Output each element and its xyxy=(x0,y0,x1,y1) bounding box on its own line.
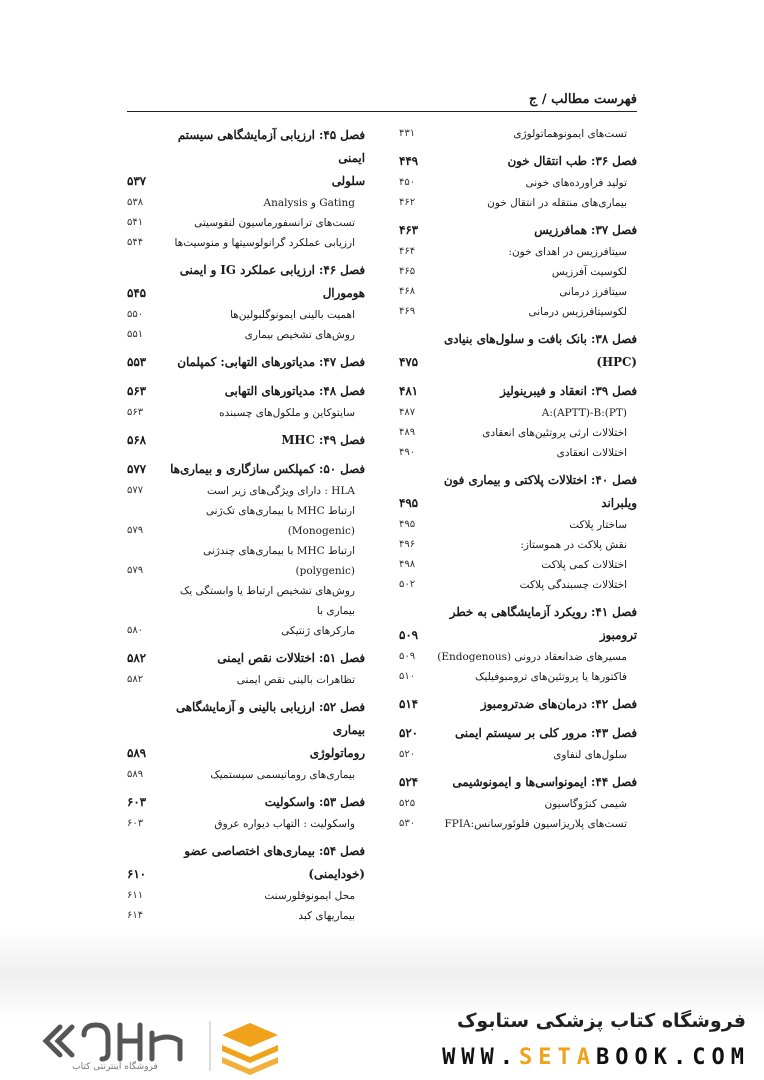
toc-entry-title: HLA : دارای ویژگی‌های زیر است xyxy=(206,485,355,497)
toc-page-number: ۵۷۷ xyxy=(127,462,147,476)
toc-page-number: ۴۶۴ xyxy=(399,246,416,257)
toc-chapter-row[interactable] xyxy=(399,722,637,745)
store-url[interactable] xyxy=(442,1045,750,1070)
toc-chapter-row[interactable] xyxy=(399,624,637,647)
toc-page-number: ۵۷۷ xyxy=(127,485,144,496)
toc-page-number: ۵۸۹ xyxy=(127,746,147,760)
toc-section-row[interactable] xyxy=(399,302,637,322)
toc-chapter-row[interactable] xyxy=(399,150,637,173)
toc-column-right xyxy=(399,124,637,834)
toc-chapter-row[interactable] xyxy=(127,124,365,170)
toc-page-number: ۴۶۲ xyxy=(399,197,416,208)
toc-entry-title: فصل ۴۷: مدیاتورهای التهابی: کمپلمان xyxy=(177,355,365,369)
toc-entry-title: فصل ۵۴: بیماری‌های اختصاصی عضو xyxy=(184,844,365,858)
toc-page-number: ۴۶۵ xyxy=(399,266,416,277)
toc-entry-title: ارتباط MHC با بیماری‌های تک‌ژنی xyxy=(205,505,355,517)
toc-page-number: ۵۴۱ xyxy=(127,217,144,228)
toc-entry-title: (polygenic) xyxy=(295,565,355,577)
toc-section-row[interactable] xyxy=(399,647,637,667)
toc-entry-title: اهمیت بالینی ایمونوگلبولین‌ها xyxy=(230,309,355,321)
toc-entry-title: ویلبراند xyxy=(601,496,637,510)
toc-section-row[interactable] xyxy=(399,173,637,193)
toc-page-number: ۵۶۸ xyxy=(127,433,147,447)
toc-column-left xyxy=(127,124,365,926)
toc-page-number: ۶۱۴ xyxy=(127,910,144,921)
toc-entry-title: فصل ۳۷: همافرزیس xyxy=(534,223,637,237)
toc-entry-title: فصل ۴۲: درمان‌های ضدترومبوز xyxy=(480,697,637,711)
toc-entry-title: محل ایمونوفلورسنت xyxy=(264,890,355,902)
toc-section-row[interactable] xyxy=(127,541,365,561)
toc-page-number: ۵۳۰ xyxy=(399,818,416,829)
toc-section-row[interactable] xyxy=(399,262,637,282)
toc-entry-title: تست‌های ایمونوهماتولوژی xyxy=(513,128,627,140)
toc-section-row[interactable] xyxy=(127,213,365,233)
toc-page-number: ۴۶۸ xyxy=(399,286,416,297)
toc-chapter-row[interactable] xyxy=(399,351,637,374)
toc-entry-title: سایتوکاین و ملکول‌های چسبنده xyxy=(219,407,355,419)
toc-section-row[interactable] xyxy=(399,282,637,302)
toc-chapter-row[interactable] xyxy=(127,259,365,282)
toc-page-number: ۴۹۸ xyxy=(399,559,416,570)
header-title: فهرست مطالب / ج xyxy=(528,92,637,107)
toc-entry-title: بیماریهای کبد xyxy=(298,910,355,922)
toc-page-number: ۴۳۱ xyxy=(399,128,416,139)
toc-page-number: ۵۸۲ xyxy=(127,674,144,685)
toc-page-number: ۴۶۹ xyxy=(399,306,416,317)
toc-section-row[interactable] xyxy=(127,325,365,345)
toc-entry-title: فصل ۵۲: ارزیابی بالینی و آزمایشگاهی بیماری xyxy=(175,700,365,737)
toc-page-number: ۵۶۳ xyxy=(127,407,144,418)
toc-section-row[interactable] xyxy=(399,745,637,765)
toc-section-row[interactable] xyxy=(399,515,637,535)
toc-entry-title: سلول‌های لنفاوی xyxy=(553,749,627,761)
toc-page-number: ۵۸۹ xyxy=(127,769,144,780)
store-url-prefix: WWW. xyxy=(442,1045,520,1070)
toc-chapter-row[interactable] xyxy=(127,863,365,886)
toc-section-row[interactable] xyxy=(127,886,365,906)
toc-entry-title: فصل ۴۳: مرور کلی بر سیستم ایمنی xyxy=(454,726,637,740)
toc-page-number: ۵۷۹ xyxy=(127,525,144,536)
toc-page-number: ۵۱۰ xyxy=(399,671,416,682)
toc-entry-title: بیماری‌های روماتیسمی سیستمیک xyxy=(210,769,355,781)
toc-entry-title: اختلالات ارثی پروتئین‌های انعقادی xyxy=(482,427,627,439)
toc-entry-title: (HPC) xyxy=(596,355,637,369)
toc-section-row[interactable] xyxy=(127,670,365,690)
toc-section-row[interactable] xyxy=(399,555,637,575)
toc-page-number: ۵۲۰ xyxy=(399,749,416,760)
toc-page-number: ۵۵۰ xyxy=(127,309,144,320)
toc-entry-title: شیمی کنژوگاسیون xyxy=(544,798,627,810)
toc-chapter-row[interactable] xyxy=(127,170,365,193)
toc-chapter-row[interactable] xyxy=(399,219,637,242)
toc-section-row[interactable] xyxy=(127,403,365,423)
toc-section-row[interactable] xyxy=(127,814,365,834)
toc-entry-title: ساختار پلاکت xyxy=(569,519,627,531)
toc-entry-title: فصل ۴۵: ارزیابی آزمایشگاهی سیستم ایمنی xyxy=(177,128,365,165)
toc-entry-title: سیتافرز درمانی xyxy=(559,286,627,298)
toc-entry-title: تست‌های ترانسفورماسیون لنفوسیتی xyxy=(194,217,355,229)
toc-entry-title: سیتافرزیس در اهدای خون: xyxy=(508,246,627,258)
toc-section-row[interactable] xyxy=(399,242,637,262)
toc-chapter-row[interactable] xyxy=(127,647,365,670)
toc-page-number: ۵۸۰ xyxy=(127,625,144,636)
toc-chapter-row[interactable] xyxy=(399,693,637,716)
toc-section-row[interactable] xyxy=(127,481,365,501)
toc-entry-title: تظاهرات بالینی نقص ایمنی xyxy=(236,674,355,686)
toc-page-number: ۵۳۷ xyxy=(127,174,147,188)
toc-section-row[interactable] xyxy=(127,581,365,621)
toc-section-row[interactable] xyxy=(127,501,365,521)
toc-page-number: ۴۹۶ xyxy=(399,539,416,550)
toc-section-row[interactable] xyxy=(399,575,637,595)
toc-entry-title: فصل ۵۳: واسکولیت xyxy=(264,795,365,809)
toc-entry-title: (Monogenic) xyxy=(287,525,355,537)
toc-entry-title: فاکتورها یا پروتئین‌های ترومبوفیلیک xyxy=(475,671,627,683)
toc-section-row[interactable] xyxy=(399,443,637,463)
toc-entry-title: فصل ۴۱: رویکرد آزمایشگاهی به خطر xyxy=(449,605,637,619)
toc-page-number: ۴۴۹ xyxy=(399,154,419,168)
toc-page-number: ۴۸۹ xyxy=(399,427,416,438)
toc-entry-title: مارکرهای ژنتیکی xyxy=(281,625,355,637)
toc-page-number: ۶۰۳ xyxy=(127,795,147,809)
toc-page-number: ۵۴۵ xyxy=(127,286,147,300)
toc-page-number: ۶۰۳ xyxy=(127,818,144,829)
toc-entry-title: فصل ۴۶: ارزیابی عملکرد IG و ایمنی xyxy=(179,263,365,277)
toc-page-number: ۶۱۰ xyxy=(127,867,147,881)
toc-section-row[interactable] xyxy=(399,423,637,443)
toc-page-number: ۵۷۹ xyxy=(127,565,144,576)
toc-page-number: ۴۸۷ xyxy=(399,407,416,418)
toc-entry-title: فصل ۳۹: انعقاد و فیبرینولیز xyxy=(500,384,637,398)
store-url-suffix: BOOK.COM xyxy=(596,1045,750,1070)
toc-entry-title: اختلالات چسبندگی پلاکت xyxy=(519,579,627,591)
toc-entry-title: اختلالات کمی پلاکت xyxy=(541,559,627,571)
toc-chapter-row[interactable] xyxy=(399,328,637,351)
toc-page-number: ۴۶۳ xyxy=(399,223,419,237)
toc-page-number: ۵۲۵ xyxy=(399,798,416,809)
toc-entry-title: واسکولیت : التهاب دیواره عروق xyxy=(214,818,355,830)
toc-chapter-row[interactable] xyxy=(399,492,637,515)
toc-page-number: ۴۹۵ xyxy=(399,519,416,530)
toc-entry-title: روش‌های تشخیص ارتباط یا وابستگی یک بیماری با xyxy=(179,585,355,617)
toc-entry-title: فصل ۵۰: کمپلکس سازگاری و بیماری‌ها xyxy=(170,462,365,476)
toc-entry-title: فصل ۴۹: MHC xyxy=(281,433,365,447)
toc-entry-title: بیماری‌های منتقله در انتقال خون xyxy=(487,197,627,209)
toc-page-number: ۴۸۱ xyxy=(399,384,419,398)
toc-page-number: ۵۲۴ xyxy=(399,775,419,789)
toc-section-row[interactable] xyxy=(127,906,365,926)
toc-section-row[interactable] xyxy=(127,193,365,213)
toc-entry-title: ارتباط MHC با بیماری‌های چندژنی xyxy=(203,545,355,557)
toc-page-number: ۶۱۱ xyxy=(127,890,144,901)
toc-section-row[interactable] xyxy=(127,621,365,641)
toc-section-row[interactable] xyxy=(127,561,365,581)
toc-section-row[interactable] xyxy=(399,814,637,834)
toc-section-row[interactable] xyxy=(127,305,365,325)
toc-entry-title: فصل ۴۴: ایمونواسی‌ها و ایمونوشیمی xyxy=(452,775,637,789)
toc-chapter-row[interactable] xyxy=(127,429,365,452)
store-name: فروشگاه کتاب پزشکی ستابوک xyxy=(456,1010,746,1032)
toc-section-row[interactable] xyxy=(127,521,365,541)
toc-section-row[interactable] xyxy=(399,124,637,144)
toc-entry-title: فصل ۳۸: بانک بافت و سلول‌های بنیادی xyxy=(443,332,637,346)
toc-page-number: ۵۶۳ xyxy=(127,384,147,398)
toc-chapter-row[interactable] xyxy=(127,351,365,374)
toc-section-row[interactable] xyxy=(399,667,637,687)
toc-chapter-row[interactable] xyxy=(127,840,365,863)
toc-page-number: ۴۷۵ xyxy=(399,355,419,369)
toc-page-number: ۵۸۲ xyxy=(127,651,147,665)
toc-section-row[interactable] xyxy=(127,233,365,253)
toc-entry-title: نقش پلاکت در هموستاز: xyxy=(520,539,627,551)
toc-section-row[interactable] xyxy=(399,535,637,555)
page-header xyxy=(127,92,637,112)
toc-entry-title: مسیرهای ضدانعقاد درونی (Endogenous) xyxy=(437,651,627,663)
toc-entry-title: روش‌های تشخیص بیماری xyxy=(244,329,355,341)
toc-entry-title: تولید فراورده‌های خونی xyxy=(525,177,627,189)
toc-entry-title: ترومبوز xyxy=(599,628,637,642)
toc-chapter-row[interactable] xyxy=(399,771,637,794)
toc-entry-title: فصل ۳۶: طب انتقال خون xyxy=(507,154,637,168)
toc-page-number: ۵۵۳ xyxy=(127,355,147,369)
toc-entry-title: فصل ۵۱: اختلالات نقص ایمنی xyxy=(217,651,365,665)
toc-entry-title: ارزیابی عملکرد گرانولوسیتها و منوسیت‌ها xyxy=(174,237,355,249)
toc-page-number: ۵۰۲ xyxy=(399,579,416,590)
toc-page-number: ۴۵۰ xyxy=(399,177,416,188)
toc-chapter-row[interactable] xyxy=(127,380,365,403)
toc-chapter-row[interactable] xyxy=(399,601,637,624)
toc-entry-title: (خودایمنی) xyxy=(308,867,365,881)
toc-page-number: ۵۳۸ xyxy=(127,197,144,208)
toc-chapter-row[interactable] xyxy=(127,696,365,742)
toc-page-number: ۵۰۹ xyxy=(399,651,416,662)
toc-entry-title: روماتولوژی xyxy=(309,746,365,760)
toc-entry-title: A:(APTT)-B:(PT) xyxy=(541,407,627,419)
toc-entry-title: فصل ۴۰: اختلالات پلاکتی و بیماری فون xyxy=(443,473,637,487)
toc-entry-title: لکوسیتافرزیس درمانی xyxy=(528,306,627,318)
toc-entry-title: لکوسیت آفرزیس xyxy=(551,266,627,278)
toc-entry-title: تست‌های پلاریزاسیون فلوئورسانس:FPIA xyxy=(444,818,627,830)
toc-page-number: ۵۰۹ xyxy=(399,628,419,642)
toc-entry-title: فصل ۴۸: مدیاتورهای التهابی xyxy=(224,384,365,398)
toc-section-row[interactable] xyxy=(127,765,365,785)
toc-page-number: ۴۹۰ xyxy=(399,447,416,458)
toc-chapter-row[interactable] xyxy=(127,791,365,814)
toc-section-row[interactable] xyxy=(399,403,637,423)
toc-page-number: ۵۲۰ xyxy=(399,726,419,740)
toc-chapter-row[interactable] xyxy=(127,458,365,481)
toc-page-number: ۴۹۵ xyxy=(399,496,419,510)
toc-chapter-row[interactable] xyxy=(127,282,365,305)
toc-chapter-row[interactable] xyxy=(127,742,365,765)
toc-chapter-row[interactable] xyxy=(399,380,637,403)
toc-entry-title: هومورال xyxy=(322,286,365,300)
toc-page-number: ۵۵۱ xyxy=(127,329,144,340)
toc-entry-title: اختلالات انعقادی xyxy=(556,447,627,459)
toc-section-row[interactable] xyxy=(399,794,637,814)
toc-chapter-row[interactable] xyxy=(399,469,637,492)
toc-entry-title: سلولی xyxy=(331,174,365,188)
logo-subtitle: فروشگاه اینترنتی کتاب xyxy=(72,1062,158,1072)
toc-page-number: ۵۴۴ xyxy=(127,237,144,248)
toc-section-row[interactable] xyxy=(399,193,637,213)
toc-page-number: ۵۱۴ xyxy=(399,697,419,711)
store-url-accent: SETA xyxy=(519,1045,597,1070)
toc-entry-title: Gating و Analysis xyxy=(263,197,355,209)
